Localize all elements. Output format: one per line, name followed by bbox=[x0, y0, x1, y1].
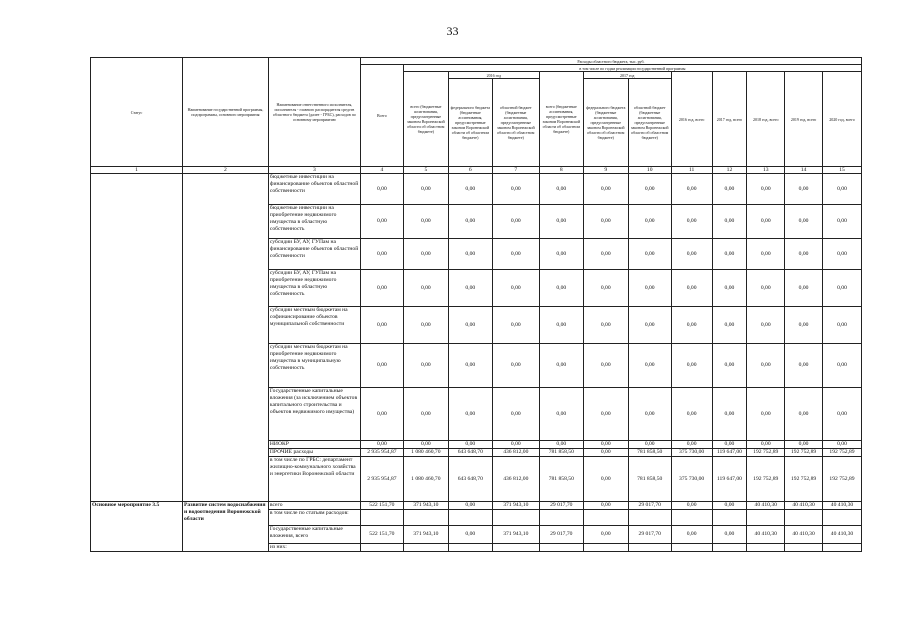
value-cell: 0,00 bbox=[671, 526, 712, 544]
value-cell: 0,00 bbox=[448, 307, 492, 344]
table-row bbox=[91, 449, 862, 457]
value-cell: 0,00 bbox=[822, 344, 861, 388]
value-cell: 0,00 bbox=[360, 270, 403, 307]
value-cell: 192 752,89 bbox=[822, 449, 861, 457]
table-row bbox=[91, 457, 862, 502]
value-cell: 0,00 bbox=[671, 174, 712, 205]
column-index-9: 9 bbox=[583, 167, 628, 174]
value-cell: 0,00 bbox=[785, 344, 823, 388]
table-row bbox=[91, 502, 862, 510]
value-cell: 0,00 bbox=[360, 388, 403, 441]
value-cell: 0,00 bbox=[628, 441, 671, 449]
column-index-13: 13 bbox=[747, 167, 785, 174]
value-cell: 436 812,00 bbox=[492, 449, 539, 457]
value-cell: 0,00 bbox=[583, 307, 628, 344]
value-cell: 0,00 bbox=[360, 174, 403, 205]
value-cell: 0,00 bbox=[539, 441, 583, 449]
value-cell: 0,00 bbox=[583, 174, 628, 205]
header-y4: 2017 год, всего bbox=[712, 72, 747, 167]
value-cell: 0,00 bbox=[403, 270, 448, 307]
header-y3: 2016 год, всего bbox=[671, 72, 712, 167]
value-cell: 0,00 bbox=[539, 205, 583, 239]
value-cell: 436 812,00 bbox=[492, 457, 539, 502]
page-number: 33 bbox=[446, 24, 459, 38]
value-cell: 0,00 bbox=[671, 441, 712, 449]
header-2017-fed: федерального бюджета (бюджетные ассигнования, предусмотренные законом Воронежской области об областном бюджете) bbox=[583, 79, 628, 167]
status-cell bbox=[91, 239, 183, 270]
program-cell bbox=[183, 307, 269, 344]
row-label: субсидии местным бюджетам на приобретение недвижимого имущества в муниципальную собственность bbox=[268, 344, 360, 388]
value-cell bbox=[785, 544, 823, 552]
value-cell: 0,00 bbox=[403, 307, 448, 344]
value-cell: 0,00 bbox=[785, 307, 823, 344]
value-cell: 40 410,30 bbox=[822, 526, 861, 544]
value-cell: 192 752,89 bbox=[785, 457, 823, 502]
table-row bbox=[91, 174, 862, 205]
value-cell bbox=[628, 510, 671, 526]
value-cell: 40 410,30 bbox=[747, 502, 785, 510]
value-cell: 0,00 bbox=[747, 307, 785, 344]
value-cell: 0,00 bbox=[492, 270, 539, 307]
value-cell: 0,00 bbox=[712, 205, 747, 239]
value-cell: 0,00 bbox=[712, 502, 747, 510]
value-cell: 0,00 bbox=[539, 344, 583, 388]
value-cell: 0,00 bbox=[403, 239, 448, 270]
table-row bbox=[91, 307, 862, 344]
value-cell: 371 943,10 bbox=[403, 502, 448, 510]
value-cell: 0,00 bbox=[448, 388, 492, 441]
value-cell: 0,00 bbox=[822, 270, 861, 307]
program-cell bbox=[183, 205, 269, 239]
value-cell: 0,00 bbox=[822, 388, 861, 441]
value-cell: 2 935 954,87 bbox=[360, 449, 403, 457]
header-y5: 2018 год, всего bbox=[747, 72, 785, 167]
value-cell: 192 752,89 bbox=[747, 449, 785, 457]
row-label: в том числе по ГРБС: департамент жилищно-коммунального хозяйства и энергетики Воронежской области bbox=[268, 457, 360, 502]
row-label: из них: bbox=[268, 544, 360, 552]
value-cell: 192 752,89 bbox=[747, 457, 785, 502]
value-cell: 0,00 bbox=[583, 205, 628, 239]
column-index-12: 12 bbox=[712, 167, 747, 174]
status-cell bbox=[91, 457, 183, 502]
value-cell: 0,00 bbox=[583, 270, 628, 307]
value-cell: 29 017,70 bbox=[628, 526, 671, 544]
value-cell: 0,00 bbox=[492, 441, 539, 449]
header-2016: 2016 год bbox=[448, 72, 539, 79]
status-cell bbox=[91, 344, 183, 388]
value-cell: 0,00 bbox=[583, 388, 628, 441]
value-cell: 0,00 bbox=[539, 270, 583, 307]
value-cell: 0,00 bbox=[712, 239, 747, 270]
value-cell: 192 752,89 bbox=[785, 449, 823, 457]
value-cell: 0,00 bbox=[628, 270, 671, 307]
value-cell: 781 858,50 bbox=[539, 457, 583, 502]
value-cell: 0,00 bbox=[747, 239, 785, 270]
value-cell: 0,00 bbox=[539, 307, 583, 344]
column-index-7: 7 bbox=[492, 167, 539, 174]
value-cell: 0,00 bbox=[492, 388, 539, 441]
value-cell: 0,00 bbox=[628, 344, 671, 388]
value-cell: 0,00 bbox=[747, 270, 785, 307]
value-cell: 0,00 bbox=[712, 388, 747, 441]
column-index-8: 8 bbox=[539, 167, 583, 174]
value-cell: 0,00 bbox=[785, 174, 823, 205]
event-name: Развитие систем водоснабжения и водоотведения Воронежской области bbox=[183, 502, 269, 552]
value-cell bbox=[448, 544, 492, 552]
value-cell: 0,00 bbox=[360, 344, 403, 388]
value-cell: 0,00 bbox=[747, 388, 785, 441]
value-cell: 0,00 bbox=[785, 239, 823, 270]
value-cell: 0,00 bbox=[785, 388, 823, 441]
value-cell: 0,00 bbox=[671, 344, 712, 388]
row-label: субсидии БУ, АУ, ГУПам на приобретение недвижимого имущества в областную собственность bbox=[268, 270, 360, 307]
value-cell: 0,00 bbox=[448, 174, 492, 205]
header-expenses: Расходы областного бюджета, тыс. руб. bbox=[360, 58, 861, 65]
value-cell: 781 858,50 bbox=[628, 457, 671, 502]
event-status: Основное мероприятие 3.5 bbox=[91, 502, 183, 552]
value-cell: 0,00 bbox=[712, 270, 747, 307]
row-label: бюджетные инвестиции на приобретение недвижимого имущества в областную собственность bbox=[268, 205, 360, 239]
value-cell: 0,00 bbox=[785, 441, 823, 449]
value-cell bbox=[539, 544, 583, 552]
column-index-10: 10 bbox=[628, 167, 671, 174]
value-cell: 192 752,89 bbox=[822, 457, 861, 502]
column-index-15: 15 bbox=[822, 167, 861, 174]
value-cell: 0,00 bbox=[671, 270, 712, 307]
program-cell bbox=[183, 270, 269, 307]
header-y7: 2020 год, всего bbox=[822, 72, 861, 167]
program-cell bbox=[183, 239, 269, 270]
value-cell: 371 943,10 bbox=[403, 526, 448, 544]
value-cell: 0,00 bbox=[492, 239, 539, 270]
value-cell: 0,00 bbox=[712, 307, 747, 344]
row-label: субсидии БУ, АУ, ГУПам на финансирование объектов областной собственности bbox=[268, 239, 360, 270]
table-row bbox=[91, 205, 862, 239]
column-index-2: 2 bbox=[183, 167, 269, 174]
value-cell: 0,00 bbox=[822, 239, 861, 270]
value-cell: 0,00 bbox=[448, 441, 492, 449]
program-cell bbox=[183, 388, 269, 441]
value-cell: 0,00 bbox=[671, 205, 712, 239]
program-cell bbox=[183, 441, 269, 449]
value-cell: 522 151,70 bbox=[360, 526, 403, 544]
value-cell: 0,00 bbox=[448, 270, 492, 307]
value-cell: 0,00 bbox=[785, 205, 823, 239]
column-index-row bbox=[91, 167, 862, 174]
value-cell: 2 935 954,87 bbox=[360, 457, 403, 502]
value-cell: 0,00 bbox=[539, 174, 583, 205]
value-cell bbox=[822, 544, 861, 552]
column-index-3: 3 bbox=[268, 167, 360, 174]
status-cell bbox=[91, 174, 183, 205]
value-cell: 0,00 bbox=[403, 388, 448, 441]
value-cell: 0,00 bbox=[360, 239, 403, 270]
value-cell bbox=[583, 544, 628, 552]
value-cell bbox=[747, 544, 785, 552]
value-cell bbox=[360, 510, 403, 526]
row-label: субсидии местным бюджетам на софинансирование объектов муниципальной собственности bbox=[268, 307, 360, 344]
value-cell: 0,00 bbox=[403, 174, 448, 205]
value-cell: 0,00 bbox=[747, 441, 785, 449]
value-cell: 0,00 bbox=[822, 441, 861, 449]
value-cell bbox=[403, 544, 448, 552]
value-cell: 1 080 460,70 bbox=[403, 449, 448, 457]
row-label: бюджетные инвестиции на финансирование объектов областной собственности bbox=[268, 174, 360, 205]
header-y6: 2019 год, всего bbox=[785, 72, 823, 167]
value-cell bbox=[539, 510, 583, 526]
value-cell: 643 648,70 bbox=[448, 457, 492, 502]
status-cell bbox=[91, 307, 183, 344]
value-cell: 375 730,00 bbox=[671, 457, 712, 502]
value-cell: 40 410,30 bbox=[822, 502, 861, 510]
value-cell bbox=[712, 510, 747, 526]
value-cell: 643 648,70 bbox=[448, 449, 492, 457]
value-cell: 0,00 bbox=[712, 344, 747, 388]
value-cell: 0,00 bbox=[671, 388, 712, 441]
value-cell: 0,00 bbox=[492, 307, 539, 344]
value-cell: 119 647,00 bbox=[712, 457, 747, 502]
value-cell: 119 647,00 bbox=[712, 449, 747, 457]
value-cell bbox=[785, 510, 823, 526]
value-cell: 0,00 bbox=[360, 205, 403, 239]
column-index-6: 6 bbox=[448, 167, 492, 174]
table-row bbox=[91, 388, 862, 441]
value-cell: 0,00 bbox=[671, 502, 712, 510]
value-cell: 0,00 bbox=[712, 174, 747, 205]
row-label: Государственные капитальные вложения (за исключением объектов капитального строительства и объектов недвижимого имущества) bbox=[268, 388, 360, 441]
value-cell bbox=[360, 544, 403, 552]
value-cell: 0,00 bbox=[448, 502, 492, 510]
value-cell: 0,00 bbox=[492, 205, 539, 239]
table-row bbox=[91, 270, 862, 307]
column-index-11: 11 bbox=[671, 167, 712, 174]
value-cell bbox=[492, 510, 539, 526]
value-cell bbox=[671, 544, 712, 552]
value-cell: 0,00 bbox=[628, 307, 671, 344]
row-label: в том числе по статьям расходов: bbox=[268, 510, 360, 526]
budget-table bbox=[90, 57, 862, 552]
value-cell: 29 017,70 bbox=[539, 526, 583, 544]
header-2017: 2017 год bbox=[583, 72, 671, 79]
value-cell bbox=[448, 510, 492, 526]
value-cell: 0,00 bbox=[628, 239, 671, 270]
header-2016-total: всего (бюджетные ассигнования, предусмотренные законом Воронежской области об областном бюджете) bbox=[403, 72, 448, 167]
value-cell bbox=[712, 544, 747, 552]
value-cell: 375 730,00 bbox=[671, 449, 712, 457]
value-cell: 371 943,10 bbox=[492, 502, 539, 510]
status-cell bbox=[91, 205, 183, 239]
row-label: ПРОЧИЕ расходы bbox=[268, 449, 360, 457]
value-cell: 0,00 bbox=[747, 174, 785, 205]
header-status: Статус bbox=[91, 58, 183, 167]
value-cell: 29 017,70 bbox=[628, 502, 671, 510]
value-cell bbox=[583, 510, 628, 526]
value-cell: 0,00 bbox=[628, 388, 671, 441]
value-cell: 0,00 bbox=[583, 239, 628, 270]
value-cell: 1 080 460,70 bbox=[403, 457, 448, 502]
value-cell: 0,00 bbox=[747, 205, 785, 239]
value-cell: 40 410,30 bbox=[747, 526, 785, 544]
program-cell bbox=[183, 457, 269, 502]
value-cell: 0,00 bbox=[671, 307, 712, 344]
value-cell: 0,00 bbox=[583, 457, 628, 502]
row-label: всего bbox=[268, 502, 360, 510]
value-cell: 0,00 bbox=[671, 239, 712, 270]
header-total: Всего bbox=[360, 65, 403, 167]
status-cell bbox=[91, 441, 183, 449]
value-cell: 0,00 bbox=[583, 449, 628, 457]
value-cell: 40 410,30 bbox=[785, 502, 823, 510]
value-cell bbox=[747, 510, 785, 526]
value-cell: 0,00 bbox=[448, 344, 492, 388]
value-cell: 0,00 bbox=[785, 270, 823, 307]
table-row bbox=[91, 239, 862, 270]
value-cell: 0,00 bbox=[539, 239, 583, 270]
table-row bbox=[91, 441, 862, 449]
value-cell: 29 017,70 bbox=[539, 502, 583, 510]
program-cell bbox=[183, 344, 269, 388]
value-cell: 0,00 bbox=[712, 441, 747, 449]
header-2016-reg: областной бюджет (бюджетные ассигнования, предусмотренные законом Воронежской области об областном бюджете) bbox=[492, 79, 539, 167]
value-cell: 522 151,70 bbox=[360, 502, 403, 510]
value-cell: 0,00 bbox=[628, 174, 671, 205]
value-cell: 0,00 bbox=[628, 205, 671, 239]
value-cell bbox=[671, 510, 712, 526]
header-2017-reg: областной бюджет (бюджетные ассигнования, предусмотренные законом Воронежской области об областном бюджете) bbox=[628, 79, 671, 167]
value-cell: 0,00 bbox=[583, 441, 628, 449]
row-label: НИОКР bbox=[268, 441, 360, 449]
value-cell: 0,00 bbox=[747, 344, 785, 388]
value-cell: 40 410,30 bbox=[785, 526, 823, 544]
value-cell: 781 858,50 bbox=[539, 449, 583, 457]
value-cell: 371 943,10 bbox=[492, 526, 539, 544]
value-cell bbox=[403, 510, 448, 526]
value-cell: 0,00 bbox=[712, 526, 747, 544]
value-cell: 0,00 bbox=[822, 174, 861, 205]
table-row bbox=[91, 344, 862, 388]
status-cell bbox=[91, 270, 183, 307]
value-cell: 0,00 bbox=[448, 239, 492, 270]
program-cell bbox=[183, 449, 269, 457]
value-cell bbox=[628, 544, 671, 552]
column-index-5: 5 bbox=[403, 167, 448, 174]
row-label: Государственные капитальные вложения, всего bbox=[268, 526, 360, 544]
column-index-1: 1 bbox=[91, 167, 183, 174]
value-cell: 781 858,50 bbox=[628, 449, 671, 457]
value-cell bbox=[492, 544, 539, 552]
column-index-14: 14 bbox=[785, 167, 823, 174]
value-cell: 0,00 bbox=[492, 344, 539, 388]
value-cell: 0,00 bbox=[583, 502, 628, 510]
value-cell: 0,00 bbox=[583, 344, 628, 388]
header-executor: Наименование ответственного исполнителя, исполнителя - главного распорядителя средств областного бюджета (далее - ГРБС), расходов по основному мероприятию bbox=[268, 58, 360, 167]
header-years: в том числе по годам реализации государственной программы bbox=[403, 65, 861, 72]
status-cell bbox=[91, 449, 183, 457]
value-cell: 0,00 bbox=[822, 205, 861, 239]
value-cell: 0,00 bbox=[448, 526, 492, 544]
value-cell: 0,00 bbox=[583, 526, 628, 544]
value-cell: 0,00 bbox=[492, 174, 539, 205]
header-2016-fed: федерального бюджета (бюджетные ассигнования, предусмотренные законом Воронежской области об областном бюджете) bbox=[448, 79, 492, 167]
value-cell bbox=[822, 510, 861, 526]
value-cell: 0,00 bbox=[403, 344, 448, 388]
program-cell bbox=[183, 174, 269, 205]
value-cell: 0,00 bbox=[822, 307, 861, 344]
value-cell: 0,00 bbox=[360, 441, 403, 449]
header-2017-total: всего (бюджетные ассигнования, предусмотренные законом Воронежской области об областном бюджете) bbox=[539, 72, 583, 167]
header-program: Наименование государственной программы, подпрограммы, основного мероприятия bbox=[183, 58, 269, 167]
value-cell: 0,00 bbox=[539, 388, 583, 441]
value-cell: 0,00 bbox=[403, 205, 448, 239]
column-index-4: 4 bbox=[360, 167, 403, 174]
status-cell bbox=[91, 388, 183, 441]
value-cell: 0,00 bbox=[403, 441, 448, 449]
value-cell: 0,00 bbox=[448, 205, 492, 239]
value-cell: 0,00 bbox=[360, 307, 403, 344]
